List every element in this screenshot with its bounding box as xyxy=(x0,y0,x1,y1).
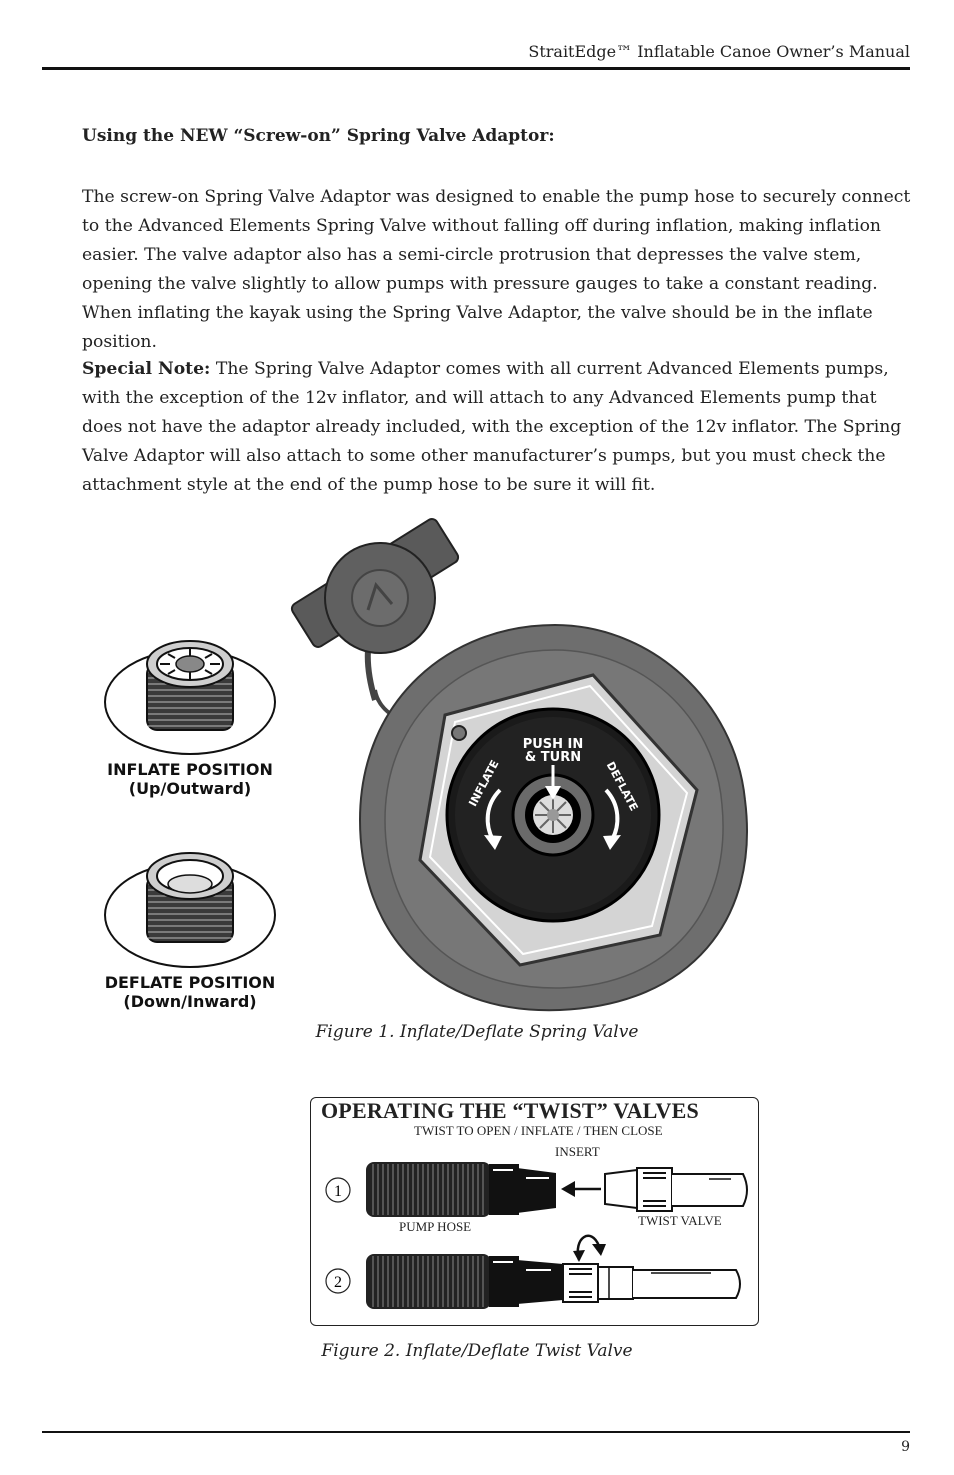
twist-subtitle: TWIST TO OPEN / INFLATE / THEN CLOSE xyxy=(414,1123,663,1138)
insert-label: INSERT xyxy=(555,1144,600,1159)
inflate-position-valve xyxy=(105,641,275,754)
footer-rule xyxy=(42,1431,910,1433)
step1-number: 1 xyxy=(334,1183,342,1200)
inflate-position-label: INFLATE POSITION (Up/Outward) xyxy=(107,760,273,798)
special-note-label: Special Note: xyxy=(82,359,211,379)
and-turn-label: & TURN xyxy=(524,750,582,765)
deflate-position-label: DEFLATE POSITION (Down/Inward) xyxy=(104,973,276,1011)
header-title: StraitEdge™ Inflatable Canoe Owner’s Manual xyxy=(528,42,910,61)
twist-valve-drawing xyxy=(311,1098,758,1325)
intro-paragraph: The screw-on Spring Valve Adaptor was designed to enable the pump hose to securely connect to the Advanced Elements Spring Valve without falling off during inflation, making inflation easier. The valve adaptor also has a semi-circle protrusion that depresses the valve stem, opening the valve slightly to allow pumps with pressure gauges to take a constant reading. When inflating the kayak using the Spring Valve Adaptor, the valve should be in the inflate position. xyxy=(82,187,911,352)
twist-valve-label: TWIST VALVE xyxy=(638,1213,722,1228)
twist-valve-diagram xyxy=(310,1097,759,1326)
twist-title: OPERATING THE “TWIST” VALVES xyxy=(321,1098,699,1123)
figure1-caption: Figure 1. Inflate/Deflate Spring Valve xyxy=(315,1022,639,1042)
special-note-text: The Spring Valve Adaptor comes with all current Advanced Elements pumps, with the exception of the 12v inflator, and will attach to any Advanced Elements pump that does not have the adaptor already included, with the exception of the 12v inflator. The Spring Valve Adaptor will also attach to some other manufacturer’s pumps, but you must check the attachment style at the end of the pump hose to be sure it will fit. xyxy=(82,359,902,495)
ring-deflate-label: DEFLATE xyxy=(603,759,641,814)
figure2-caption: Figure 2. Inflate/Deflate Twist Valve xyxy=(321,1341,633,1361)
special-note-paragraph xyxy=(82,355,917,500)
header-rule xyxy=(42,67,910,70)
pump-hose-label: PUMP HOSE xyxy=(399,1219,472,1234)
page-number: 9 xyxy=(901,1439,910,1455)
spring-valve-main xyxy=(290,517,747,1010)
deflate-position-valve xyxy=(105,853,275,967)
section-heading: Using the NEW “Screw-on” Spring Valve Adaptor: xyxy=(82,126,555,146)
push-in-label: PUSH IN xyxy=(522,737,584,752)
step2-number: 2 xyxy=(334,1274,342,1291)
ring-inflate-label: INFLATE xyxy=(466,758,502,809)
